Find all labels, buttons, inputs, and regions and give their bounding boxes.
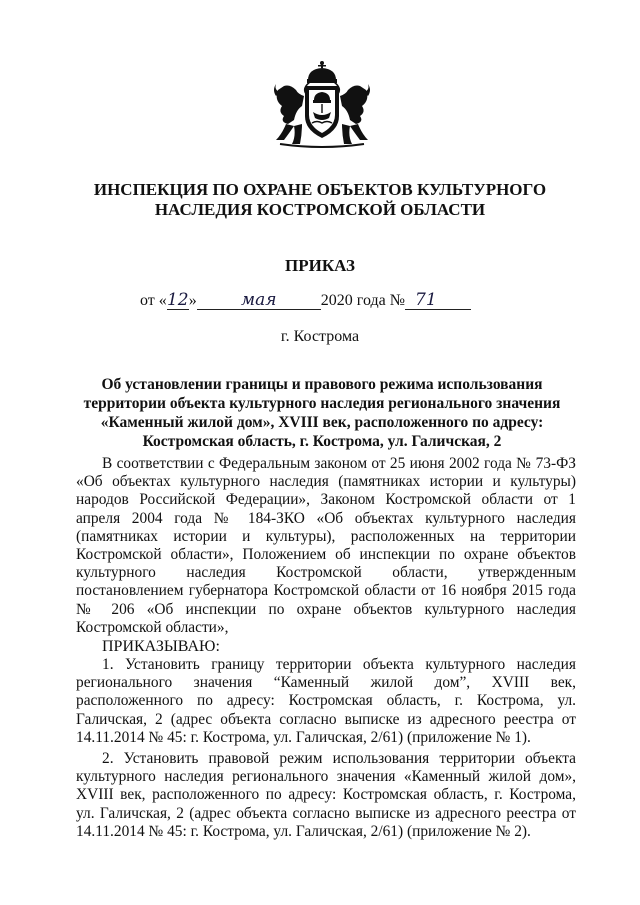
order-item-2: 2. Установить правовой режим использования территории объекта культурного наследия регионального значения «Каменный жилой дом», XVIII век, расположенного по адресу: Костромская область, г. Кострома, ул. Галичская, 2 (адрес объекта согласно выписке из адресного реестра от 14.11.2014 № 45: г. Кострома, ул. Галичская, 2/61) (приложение № 2). xyxy=(76,750,576,840)
shield-icon xyxy=(305,86,339,138)
order-word: ПРИКАЗЫВАЮ: xyxy=(102,638,220,656)
date-month-handwritten: мая xyxy=(197,291,321,310)
date-day-close-quote: » xyxy=(188,292,197,309)
order-number-handwritten: 71 xyxy=(405,291,471,310)
order-body xyxy=(76,455,576,841)
date-line xyxy=(140,291,540,311)
date-day-handwritten: 12 xyxy=(166,290,189,310)
city-name: г. Кострома xyxy=(280,328,360,345)
date-year-text: 2020 года № xyxy=(320,292,405,309)
organization-title-line-1: ИНСПЕКЦИЯ ПО ОХРАНЕ ОБЪЕКТОВ КУЛЬТУРНОГО xyxy=(93,180,547,199)
organization-title xyxy=(60,180,580,220)
crown-icon xyxy=(307,61,337,83)
date-prefix: от « xyxy=(140,292,167,309)
left-supporter-icon xyxy=(274,84,304,144)
coat-of-arms-emblem xyxy=(272,60,372,152)
order-item-1: 1. Установить границу территории объекта культурного наследия регионального значения “Каменный жилой дом”, XVIII век, расположенного по адресу: Костромская область, г. Кострома, ул. Галичская, 2 (адрес объекта согласно выписке из адресного реестра от 14.11.2014 № 45: г. Кострома, ул. Галичская, 2/61) (приложение № 1). xyxy=(76,656,576,746)
preamble-paragraph: В соответствии с Федеральным законом от 25 июня 2002 года № 73-ФЗ «Об объектах культурного наследия (памятниках истории и культуры) народов Российской Федерации», Законом Костромской области от 1 апреля 2004 года № 184-ЗКО «Об объектах культурного наследия (памятниках истории и культуры), расположенных на территории Костромской области», Положением об инспекции по охране объектов культурного наследия Костромской области, утвержденным постановлением губернатора Костромской области от 16 ноября 2015 года № 206 «Об инспекции по охране объектов культурного наследия Костромской области», xyxy=(76,455,576,636)
organization-title-line-2: НАСЛЕДИЯ КОСТРОМСКОЙ ОБЛАСТИ xyxy=(154,200,486,219)
document-type: ПРИКАЗ xyxy=(285,256,355,275)
order-subject xyxy=(78,375,566,451)
right-supporter-icon xyxy=(340,84,370,144)
subject-line-2: территории объекта культурного наследия регионального значения xyxy=(83,395,561,412)
subject-line-3: «Каменный жилой дом», XVIII век, расположенного по адресу: xyxy=(100,414,544,431)
subject-line-1: Об установлении границы и правового режима использования xyxy=(101,376,543,393)
subject-line-4: Костромская область, г. Кострома, ул. Галичская, 2 xyxy=(142,433,502,450)
